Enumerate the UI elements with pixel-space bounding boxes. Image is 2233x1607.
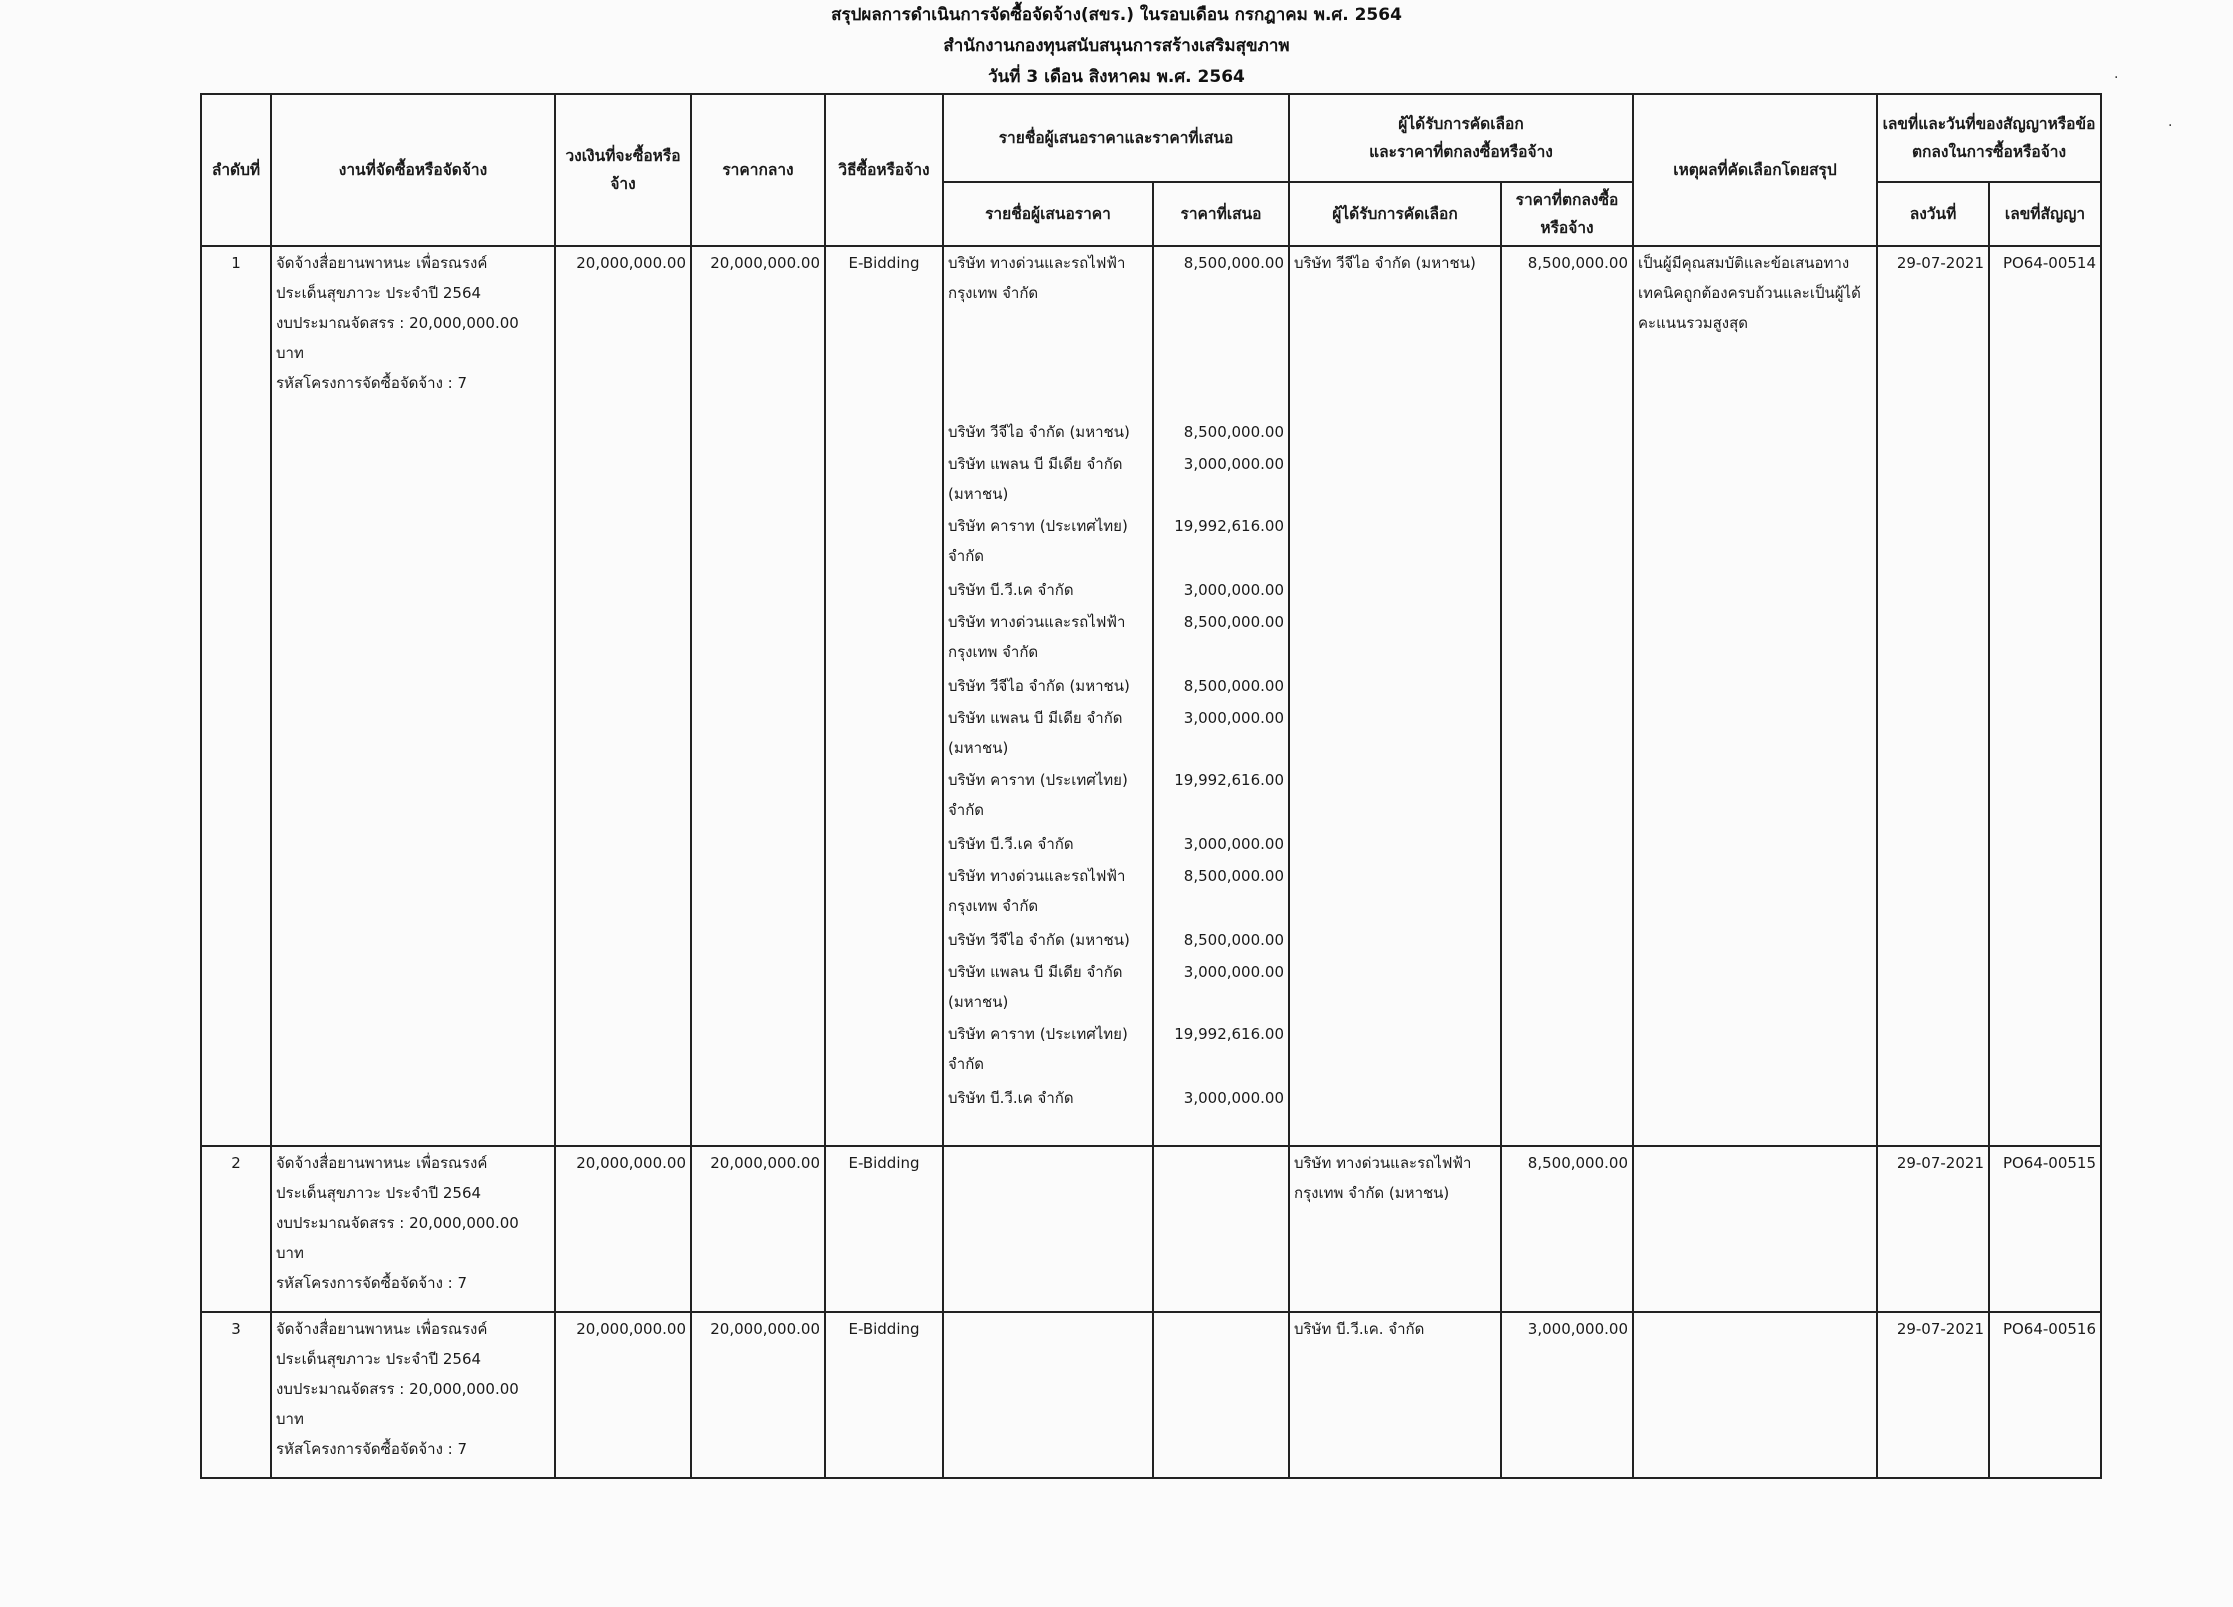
table-row [201,1312,2101,1478]
job-line: งบประมาณจัดสรร : 20,000,000.00 [276,1214,519,1232]
job-line: จัดจ้างสื่อยานพาหนะ เพื่อรณรงค์ [276,1154,488,1172]
bidder-name: บริษัท บี.วี.เค จำกัด [948,581,1074,599]
bid-price: 3,000,000.00 [1183,581,1284,599]
bid-price: 19,992,616.00 [1174,517,1284,535]
agency-name: สำนักงานกองทุนสนับสนุนการสร้างเสริมสุขภาพ [943,36,1290,56]
agreed-price: 8,500,000.00 [1501,1146,1633,1312]
header-winner-group-line-2: และราคาที่ตกลงซื้อหรือจ้าง [1369,143,1553,161]
winner-name: บริษัท บี.วี.เค. จำกัด [1289,1312,1501,1478]
bidder-name: บริษัท บี.วี.เค จำกัด [948,835,1074,853]
bidder-name: บริษัท ทางด่วนและรถไฟฟ้ากรุงเทพ จำกัด [948,867,1126,915]
procurement-method: E-Bidding [825,1146,943,1312]
selection-reason [1633,1146,1877,1312]
contract-number: PO64-00514 [1989,246,2101,416]
bidder-name: บริษัท ทางด่วนและรถไฟฟ้ากรุงเทพ จำกัด [943,246,1153,416]
header-job: งานที่จัดซื้อหรือจัดจ้าง [271,94,555,246]
median-price: 20,000,000.00 [691,1146,825,1312]
header-date: ลงวันที่ [1877,182,1989,246]
scan-speck: · [2114,70,2119,86]
bidder-name: บริษัท วีจีไอ จำกัด (มหาชน) [948,931,1130,949]
bid-price: 8,500,000.00 [1183,867,1284,885]
job-line: ประเด็นสุขภาวะ ประจำปี 2564 [276,1184,482,1202]
job-line: งบประมาณจัดสรร : 20,000,000.00 [276,314,519,332]
selection-reason: เป็นผู้มีคุณสมบัติและข้อเสนอทางเทคนิคถูกต้องครบถ้วนและเป็นผู้ได้คะแนนรวมสูงสุด [1633,246,1877,416]
row-no: 2 [201,1146,271,1312]
table-row [201,246,2101,416]
row-no: 3 [201,1312,271,1478]
bid-price: 3,000,000.00 [1183,709,1284,727]
bidder-name: บริษัท วีจีไอ จำกัด (มหาชน) [948,423,1130,441]
bid-price: 19,992,616.00 [1174,1025,1284,1043]
agreed-price: 3,000,000.00 [1501,1312,1633,1478]
job-description [271,1146,555,1312]
job-line: ประเด็นสุขภาวะ ประจำปี 2564 [276,1350,482,1368]
bid-price: 3,000,000.00 [1183,455,1284,473]
budget-amount: 20,000,000.00 [555,1146,691,1312]
bid-price: 3,000,000.00 [1183,963,1284,981]
job-line: รหัสโครงการจัดซื้อจัดจ้าง : 7 [276,1274,468,1292]
bid-price: 8,500,000.00 [1183,677,1284,695]
header-bidders-group: รายชื่อผู้เสนอราคาและราคาที่เสนอ [943,94,1289,182]
bid-price [1153,1312,1289,1478]
budget-amount: 20,000,000.00 [555,1312,691,1478]
winner-name: บริษัท วีจีไอ จำกัด (มหาชน) [1289,246,1501,416]
winner-name: บริษัท ทางด่วนและรถไฟฟ้ากรุงเทพ จำกัด (มหาชน) [1289,1146,1501,1312]
bidder-name: บริษัท คาราท (ประเทศไทย) จำกัด [948,771,1128,819]
document-header [0,0,2233,93]
header-contract-no: เลขที่สัญญา [1989,182,2101,246]
bidder-name: บริษัท แพลน บี มีเดีย จำกัด (มหาชน) [948,963,1123,1011]
job-line: งบประมาณจัดสรร : 20,000,000.00 [276,1380,519,1398]
job-line: บาท [276,344,304,362]
bid-price: 8,500,000.00 [1153,246,1289,416]
header-winner: ผู้ได้รับการคัดเลือก [1289,182,1501,246]
bid-price: 3,000,000.00 [1183,835,1284,853]
job-description [271,1312,555,1478]
bid-price: 8,500,000.00 [1183,423,1284,441]
bidder-name [943,1312,1153,1478]
budget-amount: 20,000,000.00 [555,246,691,416]
header-bid-price: ราคาที่เสนอ [1153,182,1289,246]
report-title: สรุปผลการดำเนินการจัดซื้อจัดจ้าง(สขร.) ในรอบเดือน กรกฎาคม พ.ศ. 2564 [831,5,1402,25]
procurement-table [200,93,2102,1479]
header-winner-group-line-1: ผู้ได้รับการคัดเลือก [1398,115,1524,133]
bid-price: 19,992,616.00 [1174,771,1284,789]
job-line: รหัสโครงการจัดซื้อจัดจ้าง : 7 [276,1440,468,1458]
bid-price: 8,500,000.00 [1183,613,1284,631]
bid-price: 8,500,000.00 [1183,931,1284,949]
contract-number: PO64-00515 [1989,1146,2101,1312]
header-reason: เหตุผลที่คัดเลือกโดยสรุป [1633,94,1877,246]
header-median-price: ราคากลาง [691,94,825,246]
header-contract-group: เลขที่และวันที่ของสัญญาหรือข้อตกลงในการซื้อหรือจ้าง [1877,94,2101,182]
report-date: วันที่ 3 เดือน สิงหาคม พ.ศ. 2564 [988,67,1245,87]
table-row [201,1146,2101,1312]
bidder-name: บริษัท แพลน บี มีเดีย จำกัด (มหาชน) [948,709,1123,757]
job-description [271,246,555,416]
median-price: 20,000,000.00 [691,1312,825,1478]
contract-date: 29-07-2021 [1877,1146,1989,1312]
bidder-name: บริษัท คาราท (ประเทศไทย) จำกัด [948,1025,1128,1073]
bidder-name: บริษัท ทางด่วนและรถไฟฟ้ากรุงเทพ จำกัด [948,613,1126,661]
more-bidders-prices [1153,416,1289,1146]
job-line: จัดจ้างสื่อยานพาหนะ เพื่อรณรงค์ [276,1320,488,1338]
bidders-continuation-row [201,416,2101,1146]
contract-date: 29-07-2021 [1877,246,1989,416]
job-line: ประเด็นสุขภาวะ ประจำปี 2564 [276,284,482,302]
header-winner-group [1289,94,1633,182]
header-method: วิธีซื้อหรือจ้าง [825,94,943,246]
selection-reason [1633,1312,1877,1478]
median-price: 20,000,000.00 [691,246,825,416]
bid-price: 3,000,000.00 [1183,1089,1284,1107]
procurement-method: E-Bidding [825,1312,943,1478]
header-budget: วงเงินที่จะซื้อหรือจ้าง [555,94,691,246]
header-bidder-name: รายชื่อผู้เสนอราคา [943,182,1153,246]
job-line: บาท [276,1244,304,1262]
header-no: ลำดับที่ [201,94,271,246]
bid-price [1153,1146,1289,1312]
scan-speck: · [2168,118,2173,134]
contract-number: PO64-00516 [1989,1312,2101,1478]
job-line: จัดจ้างสื่อยานพาหนะ เพื่อรณรงค์ [276,254,488,272]
row-no: 1 [201,246,271,416]
job-line: รหัสโครงการจัดซื้อจัดจ้าง : 7 [276,374,468,392]
bidder-name: บริษัท แพลน บี มีเดีย จำกัด (มหาชน) [948,455,1123,503]
agreed-price: 8,500,000.00 [1501,246,1633,416]
more-bidders-names [943,416,1153,1146]
header-agreed-price: ราคาที่ตกลงซื้อหรือจ้าง [1501,182,1633,246]
contract-date: 29-07-2021 [1877,1312,1989,1478]
procurement-method: E-Bidding [825,246,943,416]
bidder-name [943,1146,1153,1312]
bidder-name: บริษัท วีจีไอ จำกัด (มหาชน) [948,677,1130,695]
job-line: บาท [276,1410,304,1428]
bidder-name: บริษัท บี.วี.เค จำกัด [948,1089,1074,1107]
bidder-name: บริษัท คาราท (ประเทศไทย) จำกัด [948,517,1128,565]
